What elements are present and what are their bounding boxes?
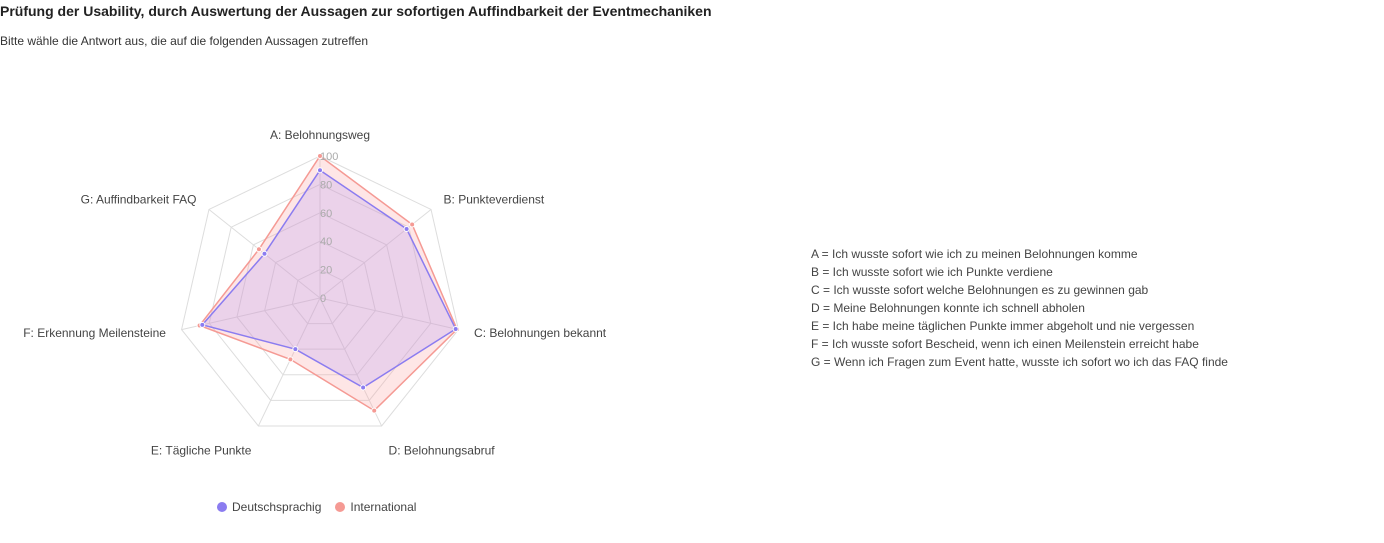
tick-label: 20 — [320, 264, 333, 277]
data-point-deutschsprachig — [293, 347, 298, 352]
tick-label: 60 — [320, 207, 333, 220]
data-point-deutschsprachig — [318, 168, 323, 173]
axis-label: D: Belohnungsabruf — [388, 443, 495, 458]
data-point-deutschsprachig — [453, 326, 458, 331]
data-point-international — [256, 247, 261, 252]
legend-item-deutschsprachig[interactable] — [217, 500, 321, 514]
data-point-international — [410, 222, 415, 227]
data-point-international — [372, 408, 377, 413]
legend-item-international[interactable] — [335, 500, 416, 514]
axis-description-g: G = Wenn ich Fragen zum Event hatte, wusste ich sofort wo ich das FAQ finde — [811, 355, 1228, 369]
axis-description-b: B = Ich wusste sofort wie ich Punkte verdiene — [811, 265, 1053, 279]
tick-label: 100 — [320, 151, 339, 163]
axis-label: A: Belohnungsweg — [269, 128, 371, 142]
tick-label: 0 — [320, 293, 327, 305]
axis-description-a: A = Ich wusste sofort wie ich zu meinen Belohnungen komme — [811, 247, 1138, 261]
data-point-deutschsprachig — [361, 385, 366, 390]
data-point-deutschsprachig — [404, 226, 409, 231]
legend-label-deutschsprachig: Deutschsprachig — [232, 500, 322, 514]
axis-description-d: D = Meine Belohnungen konnte ich schnell abholen — [811, 301, 1085, 315]
data-point-deutschsprachig — [200, 322, 205, 327]
axis-label: E: Tägliche Punkte — [150, 443, 252, 458]
axis-label: C: Belohnungen bekannt — [474, 326, 607, 341]
legend-label-international: International — [350, 500, 417, 514]
tick-label: 40 — [320, 236, 333, 249]
axis-label: G: Auffindbarkeit FAQ — [80, 192, 197, 207]
chart-legend — [217, 500, 416, 514]
axis-label: B: Punkteverdienst — [443, 192, 545, 207]
data-point-deutschsprachig — [262, 251, 267, 256]
data-point-international — [288, 357, 293, 362]
legend-marker-international — [335, 502, 345, 512]
axis-description-f: F = Ich wusste sofort Bescheid, wenn ich einen Meilenstein erreicht habe — [811, 337, 1199, 351]
chart-subtitle: Bitte wähle die Antwort aus, die auf die folgenden Aussagen zutreffen — [0, 34, 369, 48]
axis-description-c: C = Ich wusste sofort welche Belohnungen es zu gewinnen gab — [811, 283, 1149, 297]
legend-marker-deutschsprachig — [217, 502, 227, 512]
chart-title: Prüfung der Usability, durch Auswertung der Aussagen zur sofortigen Auffindbarkeit der Eventmechaniken — [0, 3, 712, 19]
axis-description-e: E = Ich habe meine täglichen Punkte immer abgeholt und nie vergessen — [811, 319, 1195, 333]
axis-description-list — [811, 245, 1228, 371]
tick-label: 80 — [320, 179, 333, 192]
axis-label: F: Erkennung Meilensteine — [23, 326, 166, 341]
